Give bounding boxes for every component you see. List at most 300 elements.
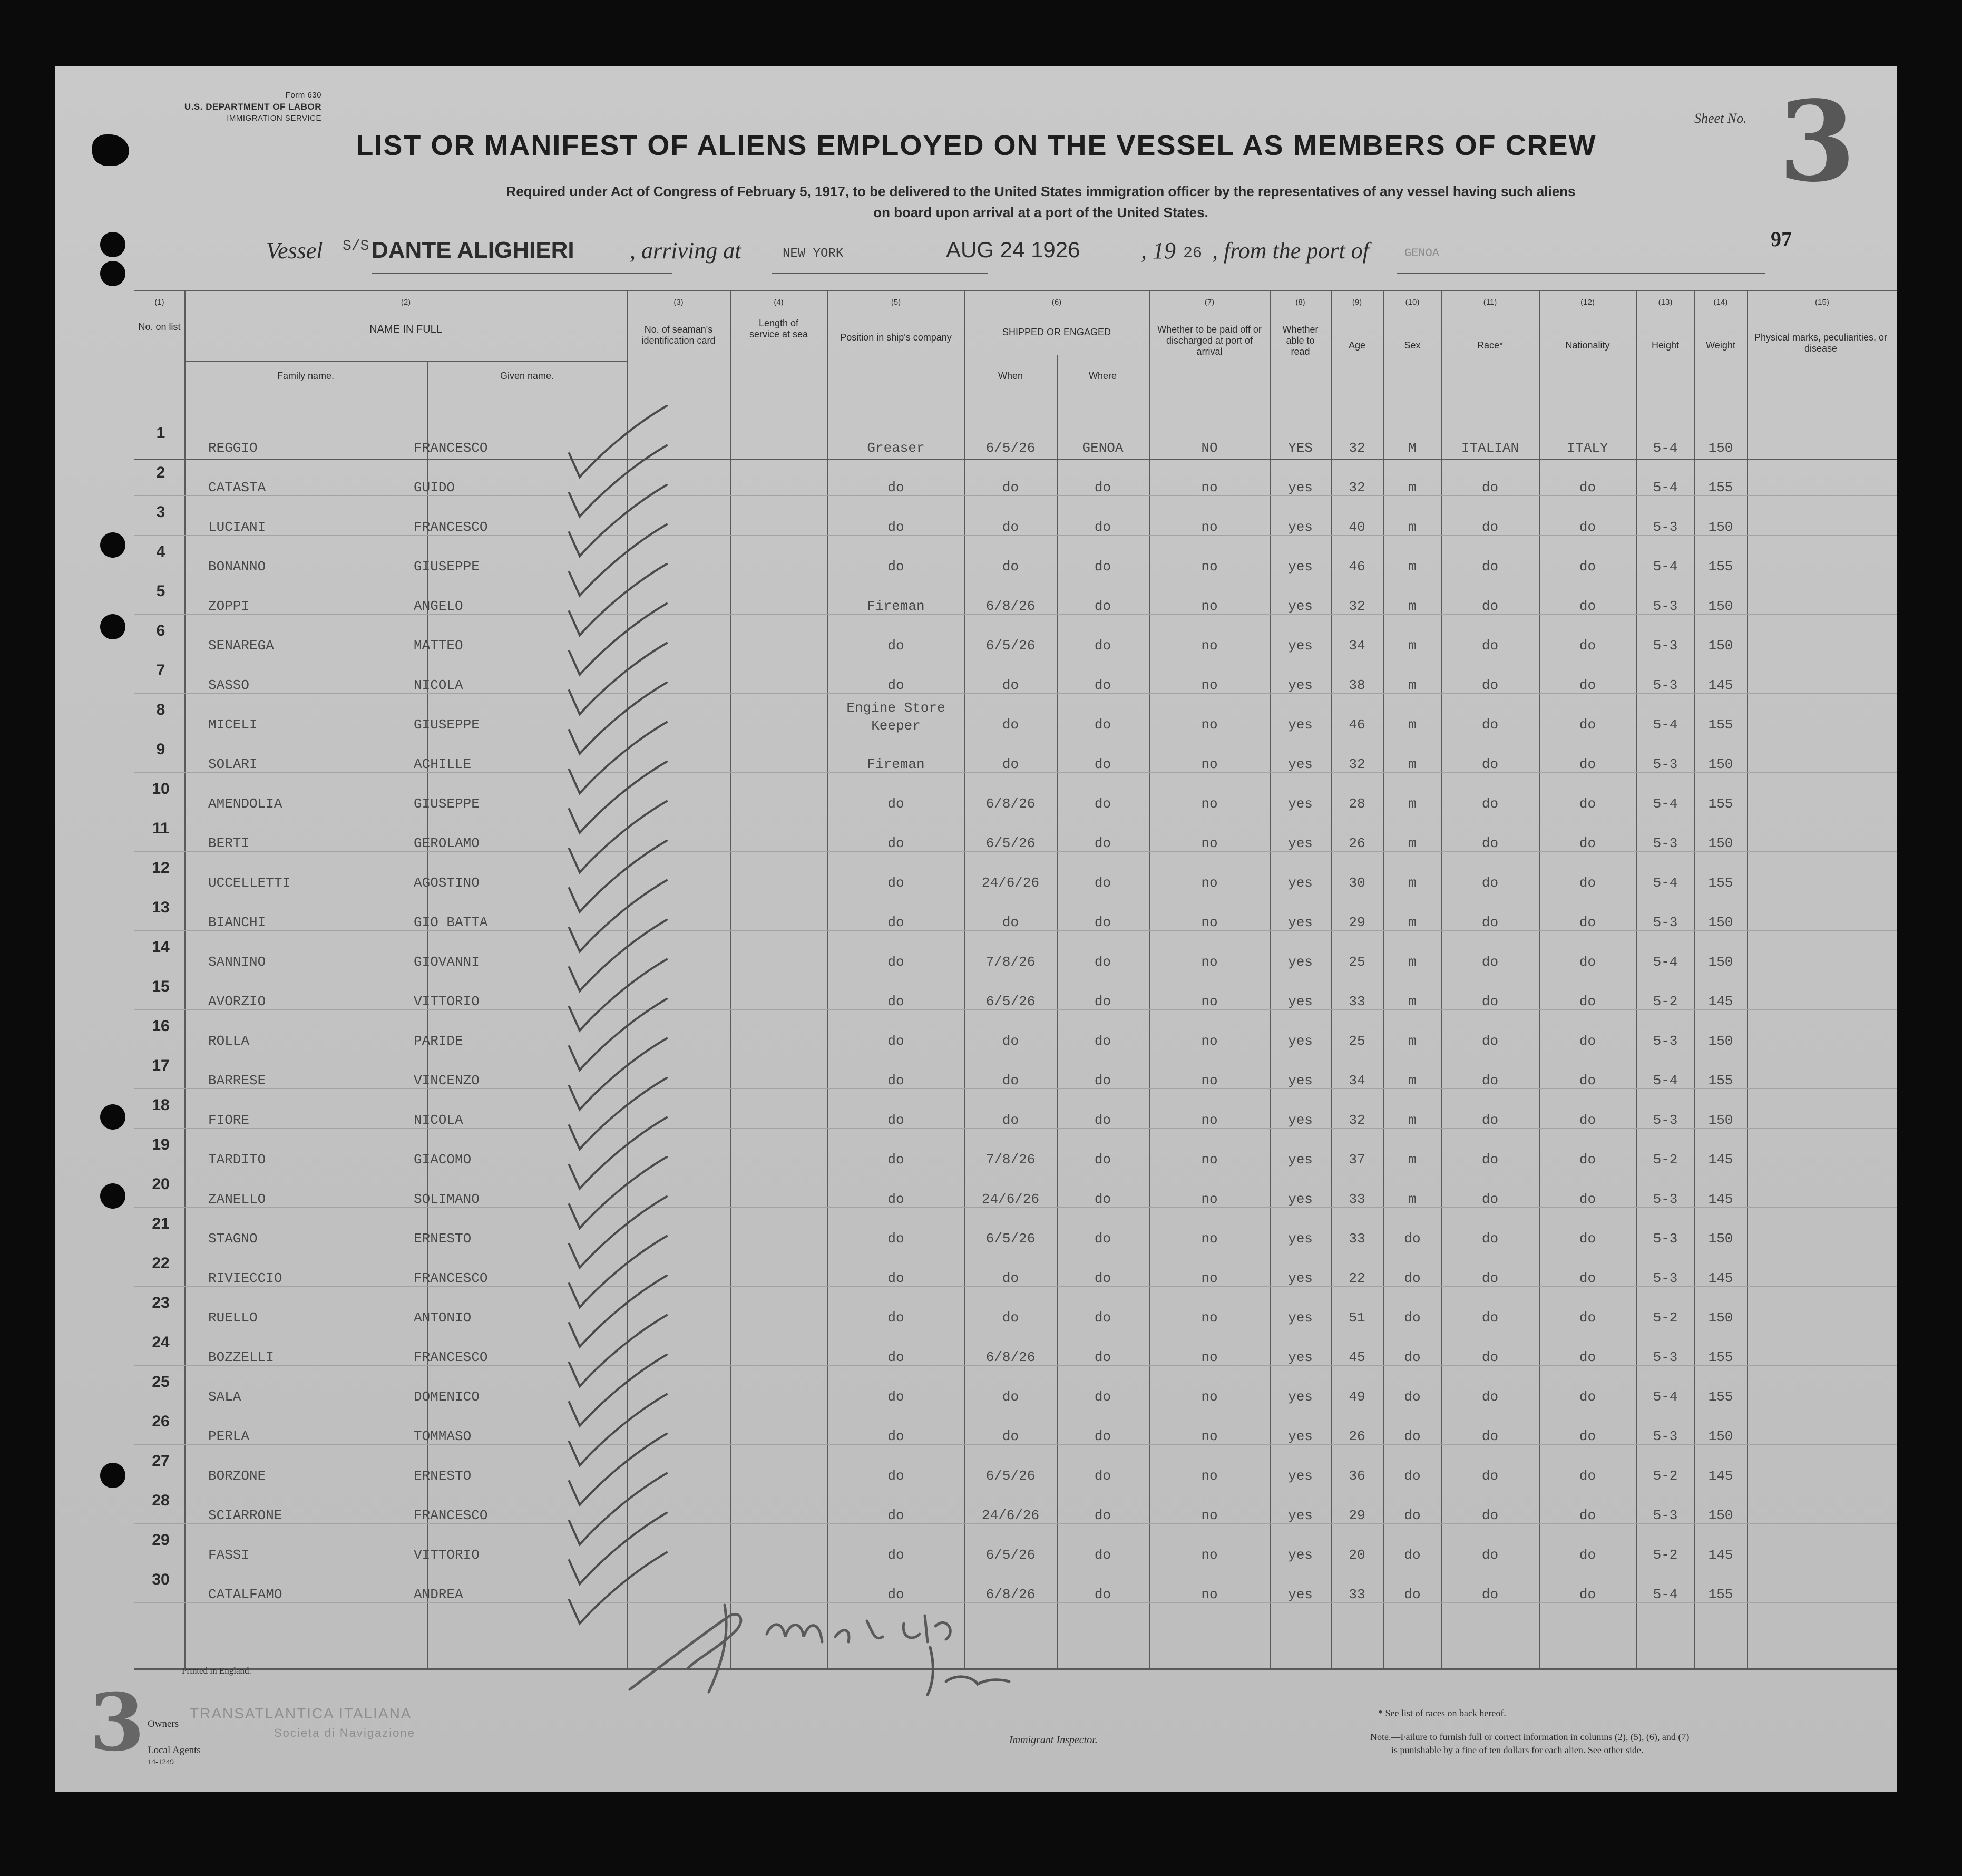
cell-sex: m (1408, 638, 1417, 654)
cell-when: do (1002, 1270, 1019, 1286)
col-num-7: (7) (1204, 298, 1215, 307)
arriving-label: , arriving at (630, 238, 741, 264)
cell-read: yes (1288, 1587, 1313, 1602)
cell-where: do (1094, 1310, 1111, 1326)
cell-given: MATTEO (414, 638, 463, 654)
cell-paid-off: no (1201, 1191, 1218, 1207)
binder-hole (100, 614, 125, 639)
cell-race: do (1481, 1231, 1499, 1247)
cell-paid-off: NO (1201, 440, 1218, 456)
col-num-11: (11) (1483, 298, 1497, 307)
cell-height: 5-3 (1653, 519, 1678, 535)
cell-race: do (1481, 1587, 1499, 1602)
cell-given: FRANCESCO (414, 1270, 488, 1286)
cell-age: 37 (1349, 1152, 1365, 1168)
cell-when: 6/5/26 (985, 835, 1036, 851)
cell-weight: 150 (1708, 1310, 1733, 1326)
cell-race: do (1481, 875, 1499, 891)
cell-height: 5-4 (1653, 796, 1678, 812)
row-number: 11 (152, 820, 169, 837)
cell-race: do (1481, 1310, 1499, 1326)
cell-where: do (1094, 717, 1111, 733)
cell-weight: 145 (1708, 1152, 1733, 1168)
cell-height: 5-3 (1653, 1112, 1678, 1128)
col-header-sex: Sex (1404, 340, 1421, 351)
cell-family: SANNINO (208, 954, 266, 970)
col-header-family: Family name. (277, 371, 335, 381)
cell-race: do (1481, 480, 1499, 495)
date-stamp: AUG 24 1926 (946, 237, 1080, 262)
cell-height: 5-3 (1653, 915, 1678, 930)
cell-read: yes (1288, 717, 1313, 733)
vessel-name: DANTE ALIGHIERI (372, 237, 574, 263)
cell-read: yes (1288, 1152, 1313, 1168)
cell-weight: 150 (1708, 1428, 1733, 1444)
cell-where: do (1094, 1033, 1111, 1049)
cell-weight: 150 (1708, 954, 1733, 970)
cell-nationality: do (1579, 1191, 1596, 1207)
owners-label: Owners (148, 1718, 179, 1729)
check-mark (569, 1315, 667, 1386)
row-number: 28 (152, 1492, 170, 1509)
sheet-label: Sheet No. (1694, 111, 1747, 126)
row-number: 14 (152, 938, 170, 956)
check-mark (569, 1197, 667, 1268)
cell-sex: m (1408, 835, 1417, 851)
cell-race: do (1481, 1073, 1499, 1088)
cell-height: 5-3 (1653, 1270, 1678, 1286)
cell-weight: 150 (1708, 638, 1733, 654)
cell-height: 5-3 (1653, 638, 1678, 654)
cell-paid-off: no (1201, 638, 1218, 654)
cell-age: 45 (1349, 1349, 1365, 1365)
cell-paid-off: no (1201, 1231, 1218, 1247)
cell-height: 5-4 (1653, 1587, 1678, 1602)
cell-age: 28 (1349, 796, 1365, 812)
cell-position: do (887, 1468, 904, 1484)
cell-read: yes (1288, 915, 1313, 930)
cell-position: do (887, 1349, 904, 1365)
check-mark (569, 1078, 667, 1149)
col-header-age: Age (1348, 340, 1366, 351)
cell-paid-off: no (1201, 994, 1218, 1009)
cell-age: 49 (1349, 1389, 1365, 1405)
col-header-no: No. on list (138, 322, 181, 332)
row-number: 10 (152, 780, 170, 798)
col-header-where: Where (1088, 371, 1117, 381)
cell-paid-off: no (1201, 1349, 1218, 1365)
check-mark (569, 1157, 667, 1228)
cell-where: do (1094, 835, 1111, 851)
cell-sex: do (1404, 1428, 1421, 1444)
cell-paid-off: no (1201, 559, 1218, 575)
cell-sex: m (1408, 677, 1417, 693)
cell-paid-off: no (1201, 1152, 1218, 1168)
cell-sex: m (1408, 1033, 1417, 1049)
cell-where: do (1094, 1073, 1111, 1088)
cell-sex: m (1408, 480, 1417, 495)
cell-position: do (887, 1310, 904, 1326)
cell-where: do (1094, 677, 1111, 693)
row-number: 13 (152, 899, 170, 916)
check-mark (569, 1473, 667, 1544)
cell-nationality: do (1579, 1508, 1596, 1523)
cell-age: 26 (1349, 1428, 1365, 1444)
cell-paid-off: no (1201, 875, 1218, 891)
check-mark (569, 1355, 667, 1426)
cell-nationality: do (1579, 717, 1596, 733)
cell-height: 5-3 (1653, 677, 1678, 693)
cell-race: do (1481, 598, 1499, 614)
cell-given: GEROLAMO (414, 835, 480, 851)
cell-family: SCIARRONE (208, 1508, 282, 1523)
cell-weight: 145 (1708, 1191, 1733, 1207)
company-stamp-line-2: Societa di Navigazione (274, 1726, 415, 1739)
cell-family: RIVIECCIO (208, 1270, 282, 1286)
cell-position: do (887, 638, 904, 654)
cell-sex: m (1408, 559, 1417, 575)
check-mark (569, 920, 667, 991)
cell-age: 40 (1349, 519, 1365, 535)
cell-nationality: do (1579, 915, 1596, 930)
cell-height: 5-2 (1653, 994, 1678, 1009)
cell-position: do (887, 994, 904, 1009)
cell-height: 5-4 (1653, 480, 1678, 495)
cell-weight: 145 (1708, 1270, 1733, 1286)
cell-position: do (887, 1073, 904, 1088)
cell-given: FRANCESCO (414, 1349, 488, 1365)
cell-age: 26 (1349, 835, 1365, 851)
cell-race: do (1481, 835, 1499, 851)
cell-read: yes (1288, 1231, 1313, 1247)
cell-where: do (1094, 1547, 1111, 1563)
check-mark (569, 604, 667, 675)
cell-sex: m (1408, 1073, 1417, 1088)
cell-race: do (1481, 994, 1499, 1009)
cell-weight: 155 (1708, 1073, 1733, 1088)
cell-nationality: do (1579, 559, 1596, 575)
cell-position: do (887, 1270, 904, 1286)
cell-position: do (887, 954, 904, 970)
cell-where: do (1094, 756, 1111, 772)
check-mark (569, 1394, 667, 1465)
cell-height: 5-2 (1653, 1547, 1678, 1563)
cell-when: 6/5/26 (985, 440, 1036, 456)
cell-age: 46 (1349, 717, 1365, 733)
col-num-4: (4) (774, 298, 784, 307)
cell-family: SENAREGA (208, 638, 274, 654)
col-header-height: Height (1651, 340, 1680, 351)
cell-weight: 155 (1708, 480, 1733, 495)
cell-given: ERNESTO (414, 1468, 472, 1484)
cell-when: 7/8/26 (985, 1152, 1036, 1168)
cell-height: 5-4 (1653, 559, 1678, 575)
cell-position: Fireman (867, 756, 925, 772)
cell-given: GIO BATTA (414, 915, 488, 930)
cell-where: do (1094, 1191, 1111, 1207)
cell-family: UCCELLETTI (208, 875, 291, 891)
form-reference: 14-1249 (148, 1758, 174, 1766)
cell-age: 33 (1349, 1231, 1365, 1247)
fine-note-line-2: is punishable by a fine of ten dollars for each alien. See other side. (1391, 1745, 1644, 1755)
cell-paid-off: no (1201, 1508, 1218, 1523)
cell-when: 6/5/26 (985, 638, 1036, 654)
cell-age: 51 (1349, 1310, 1365, 1326)
cell-race: do (1481, 1547, 1499, 1563)
row-number: 2 (156, 464, 165, 481)
cell-race: do (1481, 677, 1499, 693)
cell-family: STAGNO (208, 1231, 258, 1247)
page-number: 97 (1771, 227, 1792, 251)
cell-height: 5-4 (1653, 1389, 1678, 1405)
check-mark (569, 643, 667, 714)
cell-race: do (1481, 1508, 1499, 1523)
cell-age: 32 (1349, 1112, 1365, 1128)
cell-paid-off: no (1201, 915, 1218, 930)
cell-given: VITTORIO (414, 1547, 480, 1563)
row-number: 4 (156, 543, 165, 560)
cell-position: do (887, 480, 904, 495)
binder-hole (100, 232, 125, 257)
row-number: 20 (152, 1175, 170, 1193)
cell-nationality: do (1579, 954, 1596, 970)
cell-sex: do (1404, 1231, 1421, 1247)
subtitle-line-1: Required under Act of Congress of February 5, 1917, to be delivered to the United States immigration officer by the representatives of any vessel having such aliens (506, 183, 1576, 199)
cell-nationality: do (1579, 519, 1596, 535)
check-mark (569, 564, 667, 635)
cell-paid-off: no (1201, 1033, 1218, 1049)
sheet-number: 3 (1779, 76, 1856, 207)
row-number: 26 (152, 1413, 170, 1430)
cell-paid-off: no (1201, 1547, 1218, 1563)
cell-sex: do (1404, 1349, 1421, 1365)
cell-age: 30 (1349, 875, 1365, 891)
cell-height: 5-3 (1653, 835, 1678, 851)
subtitle-line-2: on board upon arrival at a port of the United States. (873, 205, 1208, 220)
cell-read: yes (1288, 1389, 1313, 1405)
col-num-10: (10) (1405, 298, 1420, 307)
cell-family: ROLLA (208, 1033, 250, 1049)
cell-paid-off: no (1201, 835, 1218, 851)
col-header-id-card: No. of seaman's identification card (641, 324, 716, 346)
cell-position: do (887, 796, 904, 812)
row-number: 9 (156, 741, 165, 758)
cell-family: REGGIO (208, 440, 258, 456)
cell-race: do (1481, 638, 1499, 654)
cell-where: do (1094, 1587, 1111, 1602)
row-number: 16 (152, 1017, 170, 1035)
col-num-3: (3) (673, 298, 684, 307)
cell-weight: 150 (1708, 915, 1733, 930)
cell-given: ANGELO (414, 598, 463, 614)
cell-given: ANDREA (414, 1587, 463, 1602)
cell-weight: 155 (1708, 1587, 1733, 1602)
cell-race: do (1481, 1468, 1499, 1484)
cell-where: do (1094, 1428, 1111, 1444)
cell-position: do (887, 1152, 904, 1168)
cell-sex: m (1408, 717, 1417, 733)
cell-height: 5-4 (1653, 954, 1678, 970)
cell-given: NICOLA (414, 1112, 463, 1128)
cell-paid-off: no (1201, 1112, 1218, 1128)
col-num-1: (1) (154, 298, 164, 307)
check-mark (569, 959, 667, 1031)
cell-when: 6/5/26 (985, 1231, 1036, 1247)
cell-paid-off: no (1201, 1310, 1218, 1326)
cell-age: 33 (1349, 1587, 1365, 1602)
cell-sex: m (1408, 994, 1417, 1009)
cell-age: 34 (1349, 638, 1365, 654)
col-num-8: (8) (1295, 298, 1305, 307)
cell-paid-off: no (1201, 954, 1218, 970)
cell-given: GIUSEPPE (414, 717, 480, 733)
cell-read: yes (1288, 1270, 1313, 1286)
company-stamp-line-1: TRANSATLANTICA ITALIANA (190, 1705, 412, 1722)
cell-where: do (1094, 598, 1111, 614)
cell-position: do (887, 1112, 904, 1128)
cell-height: 5-3 (1653, 1508, 1678, 1523)
binder-hole (100, 532, 125, 558)
cell-weight: 150 (1708, 835, 1733, 851)
cell-paid-off: no (1201, 1428, 1218, 1444)
cell-height: 5-4 (1653, 875, 1678, 891)
col-header-shipped: SHIPPED OR ENGAGED (1002, 327, 1111, 337)
cell-position: do (887, 915, 904, 930)
cell-sex: do (1404, 1389, 1421, 1405)
cell-height: 5-3 (1653, 1191, 1678, 1207)
cell-where: do (1094, 1468, 1111, 1484)
binder-hole (100, 261, 125, 286)
col-num-5: (5) (891, 298, 901, 307)
cell-read: YES (1288, 440, 1313, 456)
cell-nationality: do (1579, 1112, 1596, 1128)
cell-race: do (1481, 756, 1499, 772)
cell-family: BERTI (208, 835, 250, 851)
row-number: 17 (152, 1057, 170, 1074)
cell-weight: 150 (1708, 440, 1733, 456)
cell-when: 6/8/26 (985, 598, 1036, 614)
cell-family: BONANNO (208, 559, 266, 575)
cell-where: do (1094, 954, 1111, 970)
cell-sex: do (1404, 1587, 1421, 1602)
check-mark (569, 406, 667, 477)
cell-race: do (1481, 1191, 1499, 1207)
cell-where: do (1094, 1389, 1111, 1405)
cell-weight: 150 (1708, 1231, 1733, 1247)
cell-where: do (1094, 994, 1111, 1009)
cell-age: 29 (1349, 915, 1365, 930)
check-mark (569, 1434, 667, 1505)
cell-age: 36 (1349, 1468, 1365, 1484)
cell-race: do (1481, 796, 1499, 812)
cell-read: yes (1288, 677, 1313, 693)
cell-position: do (887, 1191, 904, 1207)
cell-sex: do (1404, 1508, 1421, 1523)
cell-nationality: do (1579, 598, 1596, 614)
cell-height: 5-2 (1653, 1152, 1678, 1168)
cell-race: do (1481, 1270, 1499, 1286)
cell-age: 22 (1349, 1270, 1365, 1286)
cell-weight: 150 (1708, 1033, 1733, 1049)
cell-where: GENOA (1082, 440, 1124, 456)
cell-given: FRANCESCO (414, 519, 488, 535)
cell-nationality: do (1579, 796, 1596, 812)
cell-read: yes (1288, 1033, 1313, 1049)
cell-race: do (1481, 717, 1499, 733)
cell-family: RUELLO (208, 1310, 258, 1326)
cell-paid-off: no (1201, 1389, 1218, 1405)
service-name: IMMIGRATION SERVICE (227, 114, 321, 123)
check-mark (569, 762, 667, 833)
cell-given: VINCENZO (414, 1073, 480, 1088)
cell-nationality: do (1579, 638, 1596, 654)
cell-weight: 155 (1708, 717, 1733, 733)
row-number: 27 (152, 1452, 170, 1470)
check-mark (569, 722, 667, 793)
cell-race: do (1481, 1033, 1499, 1049)
cell-sex: M (1408, 440, 1417, 456)
col-header-given: Given name. (500, 371, 554, 381)
cell-when: 6/8/26 (985, 796, 1036, 812)
cell-family: CATALFAMO (208, 1587, 282, 1602)
cell-given: GIUSEPPE (414, 796, 480, 812)
inspector-label: Immigrant Inspector. (1009, 1734, 1098, 1746)
cell-family: BARRESE (208, 1073, 266, 1088)
cell-when: 24/6/26 (981, 1191, 1040, 1207)
cell-weight: 150 (1708, 1112, 1733, 1128)
cell-nationality: do (1579, 480, 1596, 495)
row-number: 19 (152, 1136, 170, 1153)
cell-nationality: do (1579, 835, 1596, 851)
binder-hole (100, 1104, 125, 1130)
cell-weight: 155 (1708, 559, 1733, 575)
cell-when: do (1002, 1389, 1019, 1405)
cell-when: do (1002, 1033, 1019, 1049)
cell-age: 34 (1349, 1073, 1365, 1088)
cell-weight: 145 (1708, 994, 1733, 1009)
vessel-prefix: S/S (343, 238, 369, 255)
row-number: 15 (152, 978, 170, 995)
cell-nationality: ITALY (1567, 440, 1608, 456)
cell-given: NICOLA (414, 677, 463, 693)
cell-family: AVORZIO (208, 994, 266, 1009)
cell-where: do (1094, 1231, 1111, 1247)
cell-where: do (1094, 796, 1111, 812)
col-num-13: (13) (1658, 298, 1673, 307)
cell-when: do (1002, 1112, 1019, 1128)
check-mark (569, 485, 667, 556)
cell-when: do (1002, 717, 1019, 733)
cell-sex: do (1404, 1468, 1421, 1484)
cell-sex: do (1404, 1310, 1421, 1326)
cell-read: yes (1288, 1468, 1313, 1484)
cell-when: do (1002, 756, 1019, 772)
from-port: GENOA (1404, 247, 1440, 260)
cell-read: yes (1288, 1428, 1313, 1444)
cell-when: do (1002, 1428, 1019, 1444)
col-header-name: NAME IN FULL (369, 324, 442, 335)
cell-paid-off: no (1201, 598, 1218, 614)
cell-read: yes (1288, 1508, 1313, 1523)
cell-given: FRANCESCO (414, 1508, 488, 1523)
cell-family: ZOPPI (208, 598, 250, 614)
row-number: 12 (152, 859, 170, 877)
col-header-marks: Physical marks, peculiarities, or disease (1754, 332, 1888, 354)
cell-nationality: do (1579, 1310, 1596, 1326)
cell-age: 33 (1349, 1191, 1365, 1207)
cell-family: LUCIANI (208, 519, 266, 535)
cell-family: AMENDOLIA (208, 796, 282, 812)
